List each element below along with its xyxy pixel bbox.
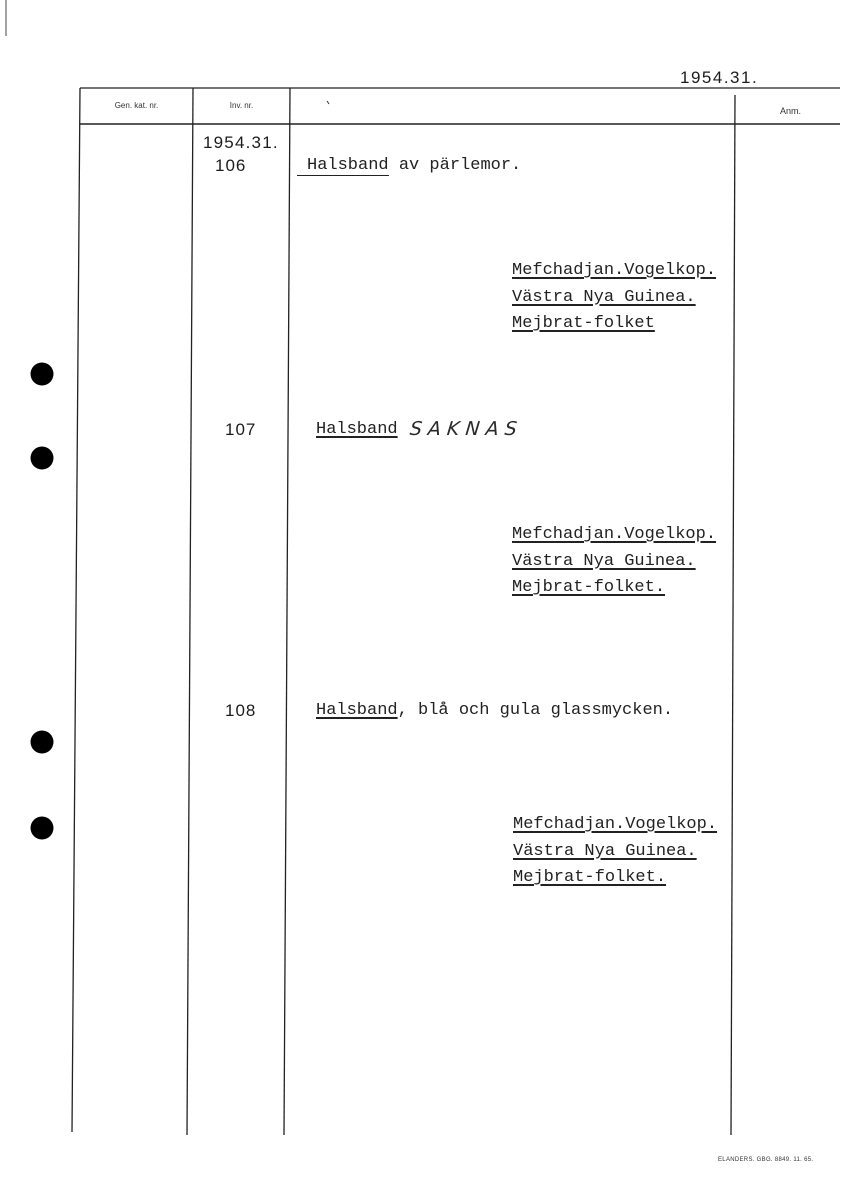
document-number: 1954.31. <box>680 68 759 87</box>
object-details: av pärlemor. <box>388 156 522 175</box>
punch-hole <box>31 731 54 754</box>
object-name: Halsband <box>297 156 389 176</box>
origin-region: Västra Nya Guinea. <box>512 551 696 571</box>
left-border-rule <box>72 88 80 1132</box>
origin-people: Mejbrat-folket. <box>512 578 666 597</box>
inv-number: 108 <box>225 701 257 720</box>
origin-place: Mefchadjan.Vogelkop. <box>513 815 718 834</box>
inv-number: 106 <box>215 156 247 175</box>
header-gen-kat-nr: Gen. kat. nr. <box>114 101 159 110</box>
entry-description <box>316 420 398 440</box>
header-inv-nr: Inv. nr. <box>229 101 254 110</box>
origin-block <box>512 522 716 602</box>
origin-region: Västra Nya Guinea. <box>512 287 696 307</box>
object-details: , blå och gula glassmycken. <box>397 701 674 720</box>
origin-region: Västra Nya Guinea. <box>513 841 697 861</box>
object-name: Halsband <box>316 701 398 720</box>
origin-people: Mejbrat-folket <box>512 314 655 333</box>
punch-hole <box>31 363 54 386</box>
column-rule-gen-inv <box>187 88 193 1135</box>
column-rule-inv-desc <box>284 88 290 1135</box>
inv-number: 107 <box>225 420 257 439</box>
printer-imprint: ELANDERS. GBG. 8849. 11. 65. <box>718 1157 814 1163</box>
column-rule-desc-anm <box>731 95 735 1135</box>
series-number: 1954.31. <box>203 133 279 152</box>
header-anm: Anm. <box>779 106 801 116</box>
punch-hole <box>31 817 54 840</box>
origin-block <box>512 258 716 338</box>
entry-description <box>316 701 673 721</box>
origin-place: Mefchadjan.Vogelkop. <box>512 261 717 280</box>
origin-people: Mejbrat-folket. <box>513 868 667 887</box>
stray-mark <box>327 101 329 104</box>
handwritten-note: SAKNAS <box>408 418 524 440</box>
object-name: Halsband <box>316 420 398 439</box>
punch-hole <box>31 447 54 470</box>
origin-block <box>513 812 717 892</box>
origin-place: Mefchadjan.Vogelkop. <box>512 525 717 544</box>
entry-description <box>307 156 521 176</box>
